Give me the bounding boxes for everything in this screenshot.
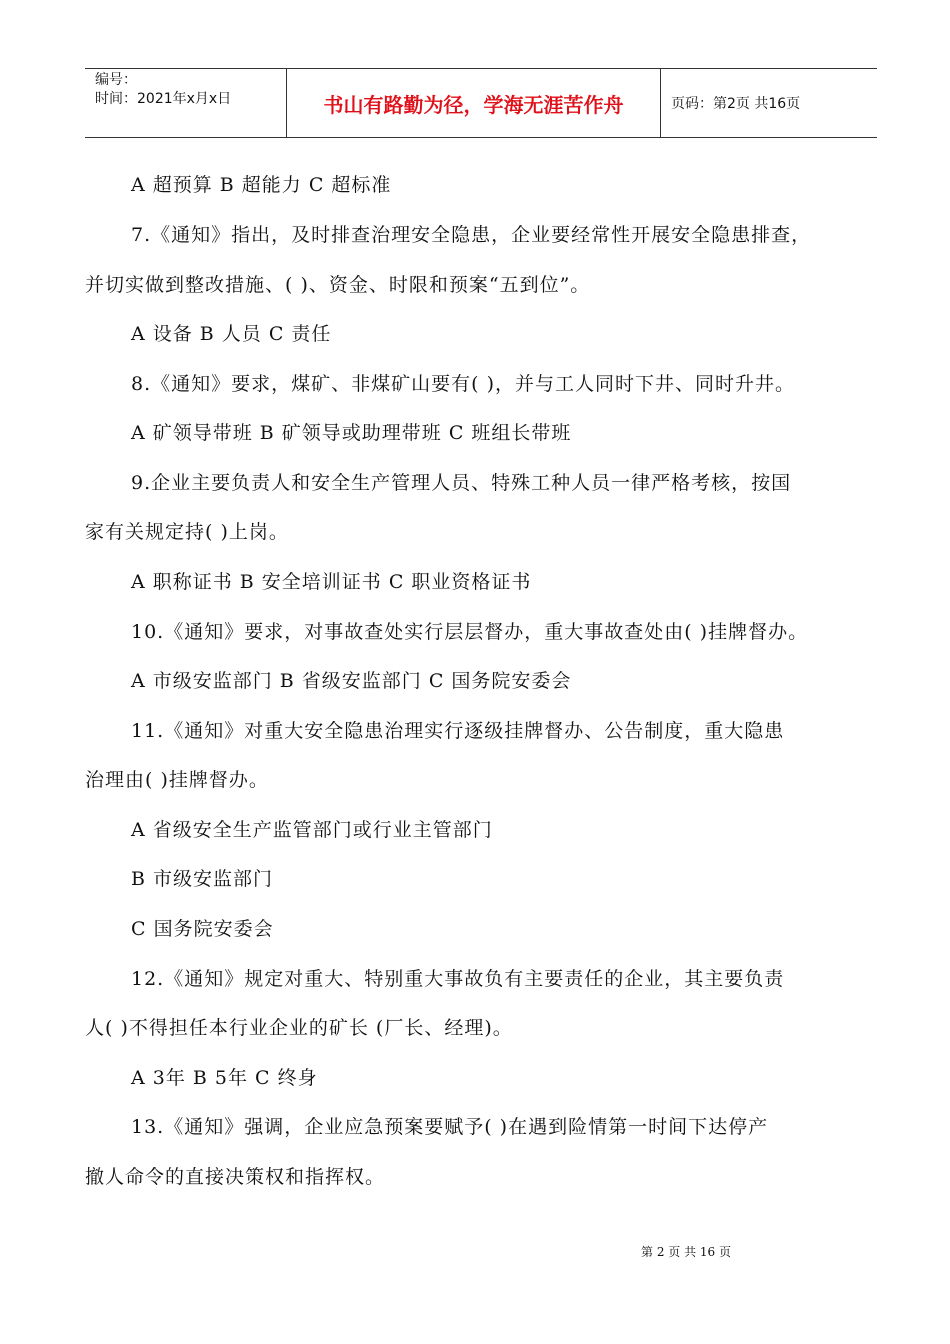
question-13-cont: 撤人命令的直接决策权和指挥权。 <box>85 1166 386 1188</box>
question-11-option-b: B 市级安监部门 <box>131 868 274 890</box>
question-9-cont: 家有关规定持( )上岗。 <box>85 521 289 543</box>
question-11-cont: 治理由( )挂牌督办。 <box>85 769 269 791</box>
question-13: 13.《通知》强调，企业应急预案要赋予( )在遇到险情第一时间下达停产 <box>131 1116 769 1138</box>
option-line: A 超预算 B 超能力 C 超标准 <box>131 174 392 196</box>
question-8-options: A 矿领导带班 B 矿领导或助理带班 C 班组长带班 <box>131 422 572 444</box>
question-10-options: A 市级安监部门 B 省级安监部门 C 国务院安委会 <box>131 670 572 692</box>
header-page-number: 页码：第2页 共16页 <box>671 96 801 112</box>
question-10: 10.《通知》要求，对事故查处实行层层督办，重大事故查处由( )挂牌督办。 <box>131 621 809 643</box>
question-12-cont: 人( )不得担任本行业企业的矿长 (厂长、经理)。 <box>85 1017 513 1039</box>
page-footer <box>0 1243 950 1260</box>
question-9: 9.企业主要负责人和安全生产管理人员、特殊工种人员一律严格考核，按国 <box>131 472 792 494</box>
question-7: 7.《通知》指出，及时排查治理安全隐患，企业要经常性开展安全隐患排查， <box>131 224 812 246</box>
footer-page-number: 第 2 页 共 16 页 <box>641 1245 731 1259</box>
question-11: 11.《通知》对重大安全隐患治理实行逐级挂牌督办、公告制度，重大隐患 <box>131 720 785 742</box>
question-11-option-c: C 国务院安委会 <box>131 918 274 940</box>
header-meta <box>85 69 287 137</box>
question-12: 12.《通知》规定对重大、特别重大事故负有主要责任的企业，其主要负责 <box>131 968 785 990</box>
question-11-option-a: A 省级安全生产监管部门或行业主管部门 <box>131 819 493 841</box>
doc-time-label: 时间：2021年x月x日 <box>95 91 232 107</box>
question-12-options: A 3年 B 5年 C 终身 <box>131 1067 318 1089</box>
header-slogan: 书山有路勤为径，学海无涯苦作舟 <box>287 69 661 137</box>
question-7-cont: 并切实做到整改措施、( )、资金、时限和预案“五到位”。 <box>85 274 591 296</box>
doc-number-label: 编号： <box>95 72 137 88</box>
question-7-options: A 设备 B 人员 C 责任 <box>131 323 332 345</box>
question-9-options: A 职称证书 B 安全培训证书 C 职业资格证书 <box>131 571 532 593</box>
page-header <box>85 68 877 138</box>
question-8: 8.《通知》要求，煤矿、非煤矿山要有( )，并与工人同时下井、同时升井。 <box>131 373 795 395</box>
